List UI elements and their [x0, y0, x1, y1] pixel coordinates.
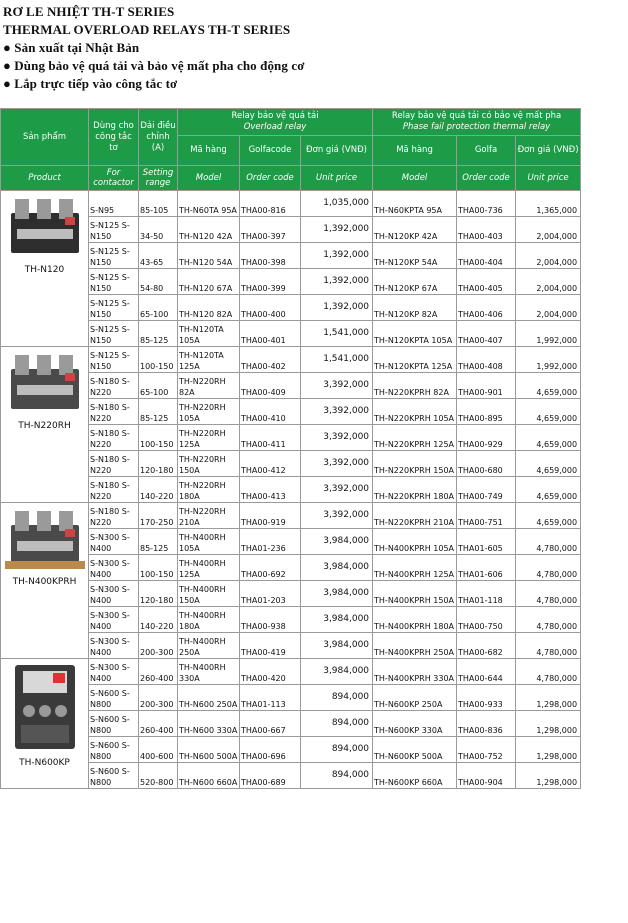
cell-unit-price-2: 2,004,000: [516, 217, 581, 243]
product-cell: [1, 503, 89, 659]
header-overload-vn: Relay bảo vệ quá tải: [231, 111, 319, 121]
header-overload-relay: [178, 109, 373, 136]
cell-unit-price-2: 4,780,000: [516, 607, 581, 633]
cell-model-2: TH-N600KP 660A: [373, 763, 457, 789]
cell-model: TH-N220RH 180A: [178, 477, 240, 503]
cell-model: TH-N600 330A: [178, 711, 240, 737]
cell-order-code: THA00-412: [240, 451, 301, 477]
cell-model-2: TH-N400KPRH 250A: [373, 633, 457, 659]
cell-contactor: S-N180 S-N220: [89, 373, 139, 399]
cell-model-2: TH-N120KP 67A: [373, 269, 457, 295]
table-row: [1, 503, 581, 529]
header-ma-hang-2: Mã hàng: [373, 136, 457, 166]
cell-range: 85-105: [139, 191, 178, 217]
cell-model-2: TH-N400KPRH 180A: [373, 607, 457, 633]
cell-model-2: TH-N220KPRH 210A: [373, 503, 457, 529]
header-unit-price: Unit price: [301, 166, 373, 191]
cell-model: TH-N600 500A: [178, 737, 240, 763]
product-name: TH-N120: [24, 265, 65, 275]
header-product-en: Product: [1, 166, 89, 191]
cell-model-2: TH-N220KPRH 105A: [373, 399, 457, 425]
cell-contactor: S-N300 S-N400: [89, 529, 139, 555]
header-phase-fail-vn: Relay bảo vệ quá tải có bảo vệ mất pha: [391, 111, 562, 121]
cell-range: 100-150: [139, 555, 178, 581]
cell-range: 400-600: [139, 737, 178, 763]
cell-order-code-2: THA01-605: [457, 529, 516, 555]
cell-model: TH-N400RH 250A: [178, 633, 240, 659]
cell-unit-price: 3,984,000: [301, 607, 373, 633]
thermal-relay-photo: [5, 503, 85, 573]
cell-range: 520-800: [139, 763, 178, 789]
table-row: [1, 347, 581, 373]
cell-unit-price-2: 1,365,000: [516, 191, 581, 217]
cell-model: TH-N220RH 210A: [178, 503, 240, 529]
thermal-relay-photo: [5, 191, 85, 261]
bullet-mounting: ● Lắp trực tiếp vào công tắc tơ: [3, 76, 178, 91]
product-cell: [1, 347, 89, 503]
cell-unit-price: 3,984,000: [301, 529, 373, 555]
cell-unit-price: 1,392,000: [301, 295, 373, 321]
cell-model: TH-N220RH 125A: [178, 425, 240, 451]
cell-range: 120-180: [139, 581, 178, 607]
cell-model: TH-N400RH 150A: [178, 581, 240, 607]
cell-unit-price-2: 1,992,000: [516, 347, 581, 373]
thermal-relay-photo: [5, 659, 85, 754]
cell-unit-price: 3,392,000: [301, 503, 373, 529]
header-golfa: Golfa: [457, 136, 516, 166]
header-golfacode: Golfacode: [240, 136, 301, 166]
cell-order-code: THA00-409: [240, 373, 301, 399]
product-name: TH-N400KPRH: [12, 577, 77, 587]
cell-order-code-2: THA00-408: [457, 347, 516, 373]
header-order-code-2: Order code: [457, 166, 516, 191]
cell-unit-price-2: 2,004,000: [516, 295, 581, 321]
cell-range: 34-50: [139, 217, 178, 243]
header-dai-dieu-chinh: Dải điều chỉnh (A): [139, 109, 178, 166]
cell-unit-price: 894,000: [301, 737, 373, 763]
cell-range: 140-220: [139, 477, 178, 503]
cell-model: TH-N400RH 125A: [178, 555, 240, 581]
cell-order-code: THA01-236: [240, 529, 301, 555]
cell-order-code: THA00-919: [240, 503, 301, 529]
table-row: [1, 659, 581, 685]
cell-unit-price: 894,000: [301, 763, 373, 789]
header-don-gia: Đơn giá (VNĐ): [301, 136, 373, 166]
cell-order-code: THA00-689: [240, 763, 301, 789]
header-model-2: Model: [373, 166, 457, 191]
cell-model-2: TH-N600KP 250A: [373, 685, 457, 711]
cell-model-2: TH-N120KPTA 105A: [373, 321, 457, 347]
cell-model: TH-N400RH 330A: [178, 659, 240, 685]
cell-contactor: S-N125 S-N150: [89, 243, 139, 269]
header-model: Model: [178, 166, 240, 191]
cell-unit-price-2: 2,004,000: [516, 269, 581, 295]
cell-unit-price: 3,392,000: [301, 373, 373, 399]
cell-order-code-2: THA00-904: [457, 763, 516, 789]
bullet-made-in-japan: ● Sản xuất tại Nhật Bản: [3, 40, 140, 55]
cell-model-2: TH-N400KPRH 330A: [373, 659, 457, 685]
cell-range: 170-250: [139, 503, 178, 529]
cell-unit-price: 1,392,000: [301, 217, 373, 243]
cell-order-code-2: THA00-933: [457, 685, 516, 711]
cell-order-code-2: THA00-749: [457, 477, 516, 503]
cell-order-code-2: THA00-752: [457, 737, 516, 763]
cell-contactor: S-N125 S-N150: [89, 321, 139, 347]
cell-contactor: S-N180 S-N220: [89, 477, 139, 503]
cell-order-code: THA00-420: [240, 659, 301, 685]
cell-unit-price: 3,984,000: [301, 633, 373, 659]
header-setting-range: Setting range: [139, 166, 178, 191]
cell-range: 260-400: [139, 659, 178, 685]
cell-unit-price: 894,000: [301, 685, 373, 711]
cell-unit-price: 894,000: [301, 711, 373, 737]
header-don-gia-2: Đơn giá (VNĐ): [516, 136, 581, 166]
cell-model: TH-N120 54A: [178, 243, 240, 269]
cell-model: TH-N220RH 105A: [178, 399, 240, 425]
cell-order-code-2: THA00-680: [457, 451, 516, 477]
cell-order-code: THA00-398: [240, 243, 301, 269]
cell-range: 100-150: [139, 347, 178, 373]
cell-range: 54-80: [139, 269, 178, 295]
cell-model: TH-N60TA 95A: [178, 191, 240, 217]
cell-order-code-2: THA01-118: [457, 581, 516, 607]
cell-unit-price-2: 1,992,000: [516, 321, 581, 347]
cell-order-code: THA01-113: [240, 685, 301, 711]
cell-model-2: TH-N120KPTA 125A: [373, 347, 457, 373]
cell-model-2: TH-N600KP 500A: [373, 737, 457, 763]
cell-unit-price: 1,392,000: [301, 269, 373, 295]
cell-order-code: THA00-400: [240, 295, 301, 321]
cell-unit-price: 3,392,000: [301, 399, 373, 425]
cell-range: 65-100: [139, 295, 178, 321]
cell-unit-price-2: 4,780,000: [516, 659, 581, 685]
cell-order-code: THA00-667: [240, 711, 301, 737]
cell-model-2: TH-N600KP 330A: [373, 711, 457, 737]
cell-range: 140-220: [139, 607, 178, 633]
cell-range: 200-300: [139, 685, 178, 711]
header-san-pham: Sản phẩm: [1, 109, 89, 166]
cell-model-2: TH-N120KP 42A: [373, 217, 457, 243]
cell-order-code-2: THA00-644: [457, 659, 516, 685]
cell-order-code: THA00-410: [240, 399, 301, 425]
title-line-2: THERMAL OVERLOAD RELAYS TH-T SERIES: [3, 22, 291, 37]
cell-order-code-2: THA00-405: [457, 269, 516, 295]
cell-range: 65-100: [139, 373, 178, 399]
cell-unit-price: 3,392,000: [301, 477, 373, 503]
cell-range: 120-180: [139, 451, 178, 477]
cell-order-code: THA00-411: [240, 425, 301, 451]
cell-model: TH-N120 67A: [178, 269, 240, 295]
cell-model-2: TH-N220KPRH 125A: [373, 425, 457, 451]
header-ma-hang: Mã hàng: [178, 136, 240, 166]
cell-unit-price-2: 4,780,000: [516, 633, 581, 659]
cell-model-2: TH-N120KP 54A: [373, 243, 457, 269]
product-cell: [1, 191, 89, 347]
cell-contactor: S-N600 S-N800: [89, 737, 139, 763]
cell-unit-price-2: 4,659,000: [516, 425, 581, 451]
cell-unit-price: 1,541,000: [301, 321, 373, 347]
cell-unit-price-2: 2,004,000: [516, 243, 581, 269]
cell-order-code-2: THA00-406: [457, 295, 516, 321]
product-name: TH-N600KP: [19, 758, 70, 768]
cell-model-2: TH-N120KP 82A: [373, 295, 457, 321]
cell-unit-price: 1,035,000: [301, 191, 373, 217]
cell-model: TH-N220RH 82A: [178, 373, 240, 399]
cell-contactor: S-N300 S-N400: [89, 555, 139, 581]
cell-contactor: S-N600 S-N800: [89, 763, 139, 789]
cell-range: 85-125: [139, 321, 178, 347]
cell-unit-price-2: 4,659,000: [516, 451, 581, 477]
cell-contactor: S-N300 S-N400: [89, 659, 139, 685]
cell-model: TH-N220RH 150A: [178, 451, 240, 477]
cell-order-code: THA00-413: [240, 477, 301, 503]
thermal-relay-photo: [5, 347, 85, 417]
cell-range: 85-125: [139, 529, 178, 555]
cell-model: TH-N600 660A: [178, 763, 240, 789]
table-row: [1, 191, 581, 217]
cell-order-code-2: THA00-901: [457, 373, 516, 399]
cell-contactor: S-N300 S-N400: [89, 607, 139, 633]
cell-unit-price-2: 1,298,000: [516, 685, 581, 711]
cell-range: 260-400: [139, 711, 178, 737]
cell-order-code: THA00-397: [240, 217, 301, 243]
cell-model: TH-N400RH 105A: [178, 529, 240, 555]
cell-model: TH-N600 250A: [178, 685, 240, 711]
cell-unit-price-2: 4,659,000: [516, 399, 581, 425]
cell-contactor: S-N600 S-N800: [89, 711, 139, 737]
cell-order-code: THA00-938: [240, 607, 301, 633]
cell-unit-price-2: 4,659,000: [516, 503, 581, 529]
cell-order-code-2: THA00-407: [457, 321, 516, 347]
cell-unit-price-2: 1,298,000: [516, 737, 581, 763]
cell-model-2: TH-N220KPRH 150A: [373, 451, 457, 477]
cell-order-code-2: THA00-750: [457, 607, 516, 633]
cell-model-2: TH-N400KPRH 125A: [373, 555, 457, 581]
cell-order-code: THA00-696: [240, 737, 301, 763]
cell-range: 100-150: [139, 425, 178, 451]
cell-unit-price-2: 1,298,000: [516, 711, 581, 737]
cell-order-code-2: THA00-403: [457, 217, 516, 243]
cell-order-code: THA00-692: [240, 555, 301, 581]
cell-order-code: THA00-399: [240, 269, 301, 295]
cell-unit-price-2: 4,780,000: [516, 555, 581, 581]
price-table: [0, 108, 581, 789]
header-dung-cho: Dùng cho công tắc tơ: [89, 109, 139, 166]
cell-model: TH-N120TA 105A: [178, 321, 240, 347]
cell-contactor: S-N125 S-N150: [89, 347, 139, 373]
cell-contactor: S-N125 S-N150: [89, 217, 139, 243]
header-order-code: Order code: [240, 166, 301, 191]
cell-order-code-2: THA00-682: [457, 633, 516, 659]
cell-unit-price-2: 1,298,000: [516, 763, 581, 789]
cell-model: TH-N120 82A: [178, 295, 240, 321]
cell-model-2: TH-N220KPRH 180A: [373, 477, 457, 503]
cell-unit-price: 3,392,000: [301, 425, 373, 451]
header-phase-fail-relay: [373, 109, 581, 136]
cell-model-2: TH-N60KPTA 95A: [373, 191, 457, 217]
cell-order-code: THA00-402: [240, 347, 301, 373]
cell-model: TH-N400RH 180A: [178, 607, 240, 633]
title-line-1: RƠ LE NHIỆT TH-T SERIES: [3, 4, 175, 19]
cell-contactor: S-N180 S-N220: [89, 425, 139, 451]
cell-order-code: THA00-419: [240, 633, 301, 659]
product-name: TH-N220RH: [18, 421, 71, 431]
cell-model: TH-N120 42A: [178, 217, 240, 243]
cell-order-code-2: THA00-836: [457, 711, 516, 737]
cell-unit-price: 1,392,000: [301, 243, 373, 269]
cell-order-code: THA01-203: [240, 581, 301, 607]
cell-model-2: TH-N400KPRH 105A: [373, 529, 457, 555]
cell-contactor: S-N180 S-N220: [89, 451, 139, 477]
header-phase-fail-en: Phase fail protection thermal relay: [402, 122, 551, 132]
cell-contactor: S-N180 S-N220: [89, 399, 139, 425]
cell-order-code: THA00-816: [240, 191, 301, 217]
cell-range: 85-125: [139, 399, 178, 425]
cell-contactor: S-N95: [89, 191, 139, 217]
cell-range: 200-300: [139, 633, 178, 659]
cell-model-2: TH-N220KPRH 82A: [373, 373, 457, 399]
cell-model-2: TH-N400KPRH 150A: [373, 581, 457, 607]
cell-unit-price: 1,541,000: [301, 347, 373, 373]
cell-unit-price-2: 4,780,000: [516, 581, 581, 607]
cell-unit-price-2: 4,780,000: [516, 529, 581, 555]
header-for-contactor: For contactor: [89, 166, 139, 191]
header-unit-price-2: Unit price: [516, 166, 581, 191]
bullet-protection: ● Dùng bảo vệ quá tải và bảo vệ mất pha cho động cơ: [3, 58, 305, 73]
cell-unit-price: 3,392,000: [301, 451, 373, 477]
cell-order-code-2: THA01-606: [457, 555, 516, 581]
cell-unit-price-2: 4,659,000: [516, 373, 581, 399]
cell-unit-price-2: 4,659,000: [516, 477, 581, 503]
product-cell: [1, 659, 89, 789]
cell-order-code-2: THA00-929: [457, 425, 516, 451]
cell-order-code-2: THA00-895: [457, 399, 516, 425]
cell-order-code-2: THA00-404: [457, 243, 516, 269]
cell-contactor: S-N600 S-N800: [89, 685, 139, 711]
cell-contactor: S-N180 S-N220: [89, 503, 139, 529]
cell-contactor: S-N125 S-N150: [89, 269, 139, 295]
cell-unit-price: 3,984,000: [301, 581, 373, 607]
cell-order-code-2: THA00-736: [457, 191, 516, 217]
cell-contactor: S-N300 S-N400: [89, 633, 139, 659]
cell-order-code: THA00-401: [240, 321, 301, 347]
cell-contactor: S-N125 S-N150: [89, 295, 139, 321]
cell-contactor: S-N300 S-N400: [89, 581, 139, 607]
header-overload-en: Overload relay: [243, 122, 307, 132]
cell-unit-price: 3,984,000: [301, 659, 373, 685]
cell-order-code-2: THA00-751: [457, 503, 516, 529]
cell-model: TH-N120TA 125A: [178, 347, 240, 373]
cell-range: 43-65: [139, 243, 178, 269]
cell-unit-price: 3,984,000: [301, 555, 373, 581]
